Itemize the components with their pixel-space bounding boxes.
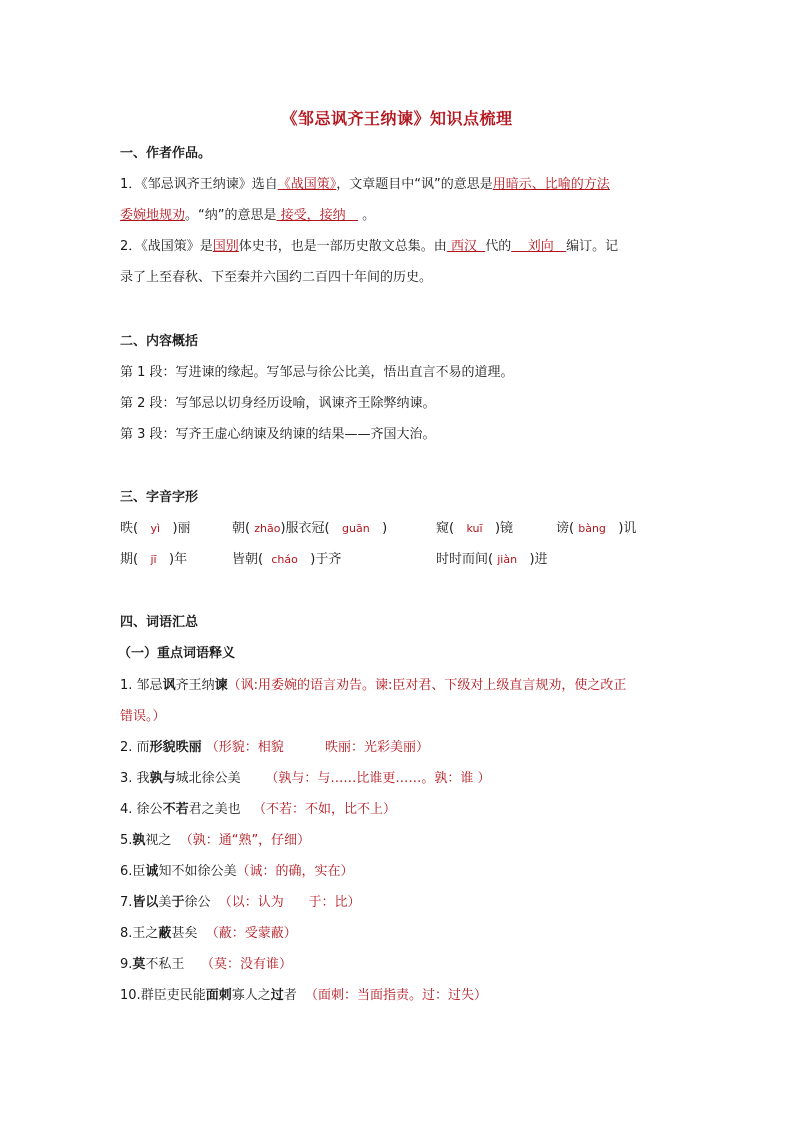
- keyword: 谏: [214, 678, 228, 693]
- pinyin-item: [232, 551, 341, 569]
- item-number: 7.: [120, 895, 133, 910]
- item-number: 6.: [120, 864, 133, 879]
- text: 。“纳”的意思是: [185, 208, 277, 223]
- item-number: 10.: [120, 988, 141, 1003]
- vocab-item: [120, 832, 310, 850]
- explanation: （不若：不如，比不上）: [253, 802, 397, 817]
- item-number: 9.: [120, 957, 133, 972]
- text: 徐公: [136, 802, 163, 817]
- char-text: 朝(: [232, 521, 251, 536]
- text: 美: [158, 895, 172, 910]
- text: 城北徐公美: [175, 771, 241, 786]
- text: 知不如徐公美: [158, 864, 237, 879]
- pinyin-item: [120, 520, 191, 538]
- vocab-item: [120, 801, 396, 819]
- summary-item: 第 2 段：写邹忌以切身经历设喻，讽谏齐王除弊纳谏。: [120, 396, 436, 411]
- char-text: )丽: [172, 521, 191, 536]
- answer-na-meaning: 接受，接纳: [276, 208, 359, 223]
- char-text: )服衣冠(: [280, 521, 330, 536]
- answer-source: 《战国策》: [277, 177, 337, 192]
- text: 编订。记: [566, 239, 619, 254]
- vocab-item: [120, 956, 292, 974]
- text: 群臣吏民能: [140, 988, 206, 1003]
- keyword: 形貌昳丽: [149, 740, 202, 755]
- explanation-cont: 错误。）: [120, 709, 166, 724]
- explanation: （讽:用委婉的语言劝告。谏:臣对君、下级对上级直言规劝，使之改正: [227, 678, 627, 693]
- explanation: （形貌：相貌 昳丽：光彩美丽）: [205, 740, 430, 755]
- summary-item: 第 1 段：写进谏的缘起。写邹忌与徐公比美，悟出直言不易的道理。: [120, 365, 514, 380]
- char-text: ): [382, 521, 388, 536]
- paragraph-1-line-1: [120, 176, 610, 194]
- keyword: 莫: [132, 957, 146, 972]
- text: 我: [136, 771, 150, 786]
- vocab-item: [120, 770, 491, 788]
- section-1-heading: 一、作者作品。: [120, 146, 212, 161]
- section-2-heading: 二、内容概括: [120, 334, 199, 349]
- keyword: 讽: [162, 678, 176, 693]
- section-3-heading: 三、字音字形: [120, 490, 199, 505]
- item-number: 4.: [120, 802, 137, 817]
- paragraph-1-line-2: [120, 207, 375, 225]
- item-number: 3.: [120, 771, 137, 786]
- explanation: （面刺：当面指责。过：过失）: [305, 988, 488, 1003]
- pinyin-item: [556, 520, 636, 538]
- subsection-heading: （一）重点词语释义: [118, 646, 236, 661]
- paragraph-2-line-2: 录了上至春秋、下至秦并六国约二百四十年间的历史。: [120, 270, 433, 285]
- char-text: 昳(: [120, 521, 139, 536]
- text: 不私王: [145, 957, 185, 972]
- char-text: 谤(: [556, 521, 575, 536]
- pinyin: kuī: [466, 522, 483, 535]
- char-text: )镜: [494, 521, 514, 536]
- text: 徐公: [184, 895, 211, 910]
- text: ，文章题目中“讽”的意思是: [336, 177, 493, 192]
- vocab-item: [120, 739, 429, 757]
- page-title: 《邹忌讽齐王纳谏》知识点梳理: [281, 109, 513, 128]
- answer-editor: 刘向: [511, 239, 567, 254]
- pinyin: yì: [150, 522, 161, 535]
- section-4-heading: 四、词语汇总: [120, 615, 199, 630]
- keyword: 于: [171, 895, 185, 910]
- pinyin-item: [120, 551, 187, 569]
- text: 2．《战国策》是: [120, 239, 213, 254]
- vocab-item: [120, 894, 361, 912]
- keyword: 诚: [145, 864, 159, 879]
- text: 。: [358, 208, 376, 223]
- keyword: 不若: [162, 802, 189, 817]
- char-text: )讥: [618, 521, 637, 536]
- text: 寡人之: [231, 988, 271, 1003]
- text: 体史书，也是一部历史散文总集。由: [238, 239, 447, 254]
- text: 邹忌: [136, 678, 163, 693]
- text: 视之: [145, 833, 172, 848]
- item-number: 2.: [120, 740, 137, 755]
- pinyin: bàng: [578, 522, 606, 535]
- answer-feng-meaning: 用暗示、比喻的方法: [492, 177, 610, 192]
- explanation: （孰与：与……比谁更……。孰：谁 ）: [265, 771, 491, 786]
- char-text: )于齐: [310, 552, 342, 567]
- vocab-item: [120, 677, 626, 695]
- text: 甚矣: [171, 926, 198, 941]
- keyword: 孰: [132, 833, 146, 848]
- text: 者: [283, 988, 297, 1003]
- text: 臣: [132, 864, 146, 879]
- char-text: 皆朝(: [232, 552, 264, 567]
- pinyin: jiàn: [497, 553, 518, 566]
- summary-item: 第 3 段：写齐王虚心纳谏及纳谏的结果——齐国大治。: [120, 427, 436, 442]
- item-number: 8.: [120, 926, 133, 941]
- char-text: 时时而间(: [436, 552, 494, 567]
- text: 而: [136, 740, 150, 755]
- text: 代的: [485, 239, 512, 254]
- paragraph-2-line-1: [120, 238, 618, 256]
- explanation: （莫：没有谁）: [200, 957, 292, 972]
- pinyin: guān: [342, 522, 370, 535]
- pinyin-item: [436, 520, 513, 538]
- vocab-item: [120, 925, 297, 943]
- pinyin-item: [436, 551, 548, 569]
- text: 1．《邹忌讽齐王纳谏》选自: [120, 177, 278, 192]
- answer-feng-meaning-cont: 委婉地规劝: [120, 208, 186, 223]
- explanation: （蔽：受蒙蔽）: [205, 926, 297, 941]
- explanation: （孰：通“熟”，仔细）: [179, 833, 311, 848]
- answer-type: 国别: [212, 239, 239, 254]
- item-number: 1.: [120, 678, 137, 693]
- item-number: 5.: [120, 833, 133, 848]
- keyword: 蔽: [158, 926, 172, 941]
- text: 王之: [132, 926, 159, 941]
- keyword: 过: [270, 988, 284, 1003]
- vocab-item: [120, 863, 353, 881]
- char-text: 期(: [120, 552, 139, 567]
- keyword: 孰与: [149, 771, 176, 786]
- text: 齐王纳: [175, 678, 215, 693]
- pinyin-item: [232, 520, 387, 538]
- explanation: （诚：的确，实在）: [236, 864, 354, 879]
- char-text: )进: [529, 552, 548, 567]
- pinyin: cháo: [271, 553, 298, 566]
- pinyin: zhāo: [254, 522, 281, 535]
- text: 君之美也: [188, 802, 241, 817]
- explanation: （以：认为 于：比）: [218, 895, 361, 910]
- keyword: 面刺: [205, 988, 232, 1003]
- char-text: 窥(: [436, 521, 455, 536]
- pinyin: jī: [150, 553, 157, 566]
- answer-dynasty: 西汉: [446, 239, 486, 254]
- vocab-item: [120, 987, 487, 1005]
- keyword: 皆以: [132, 895, 159, 910]
- char-text: )年: [169, 552, 188, 567]
